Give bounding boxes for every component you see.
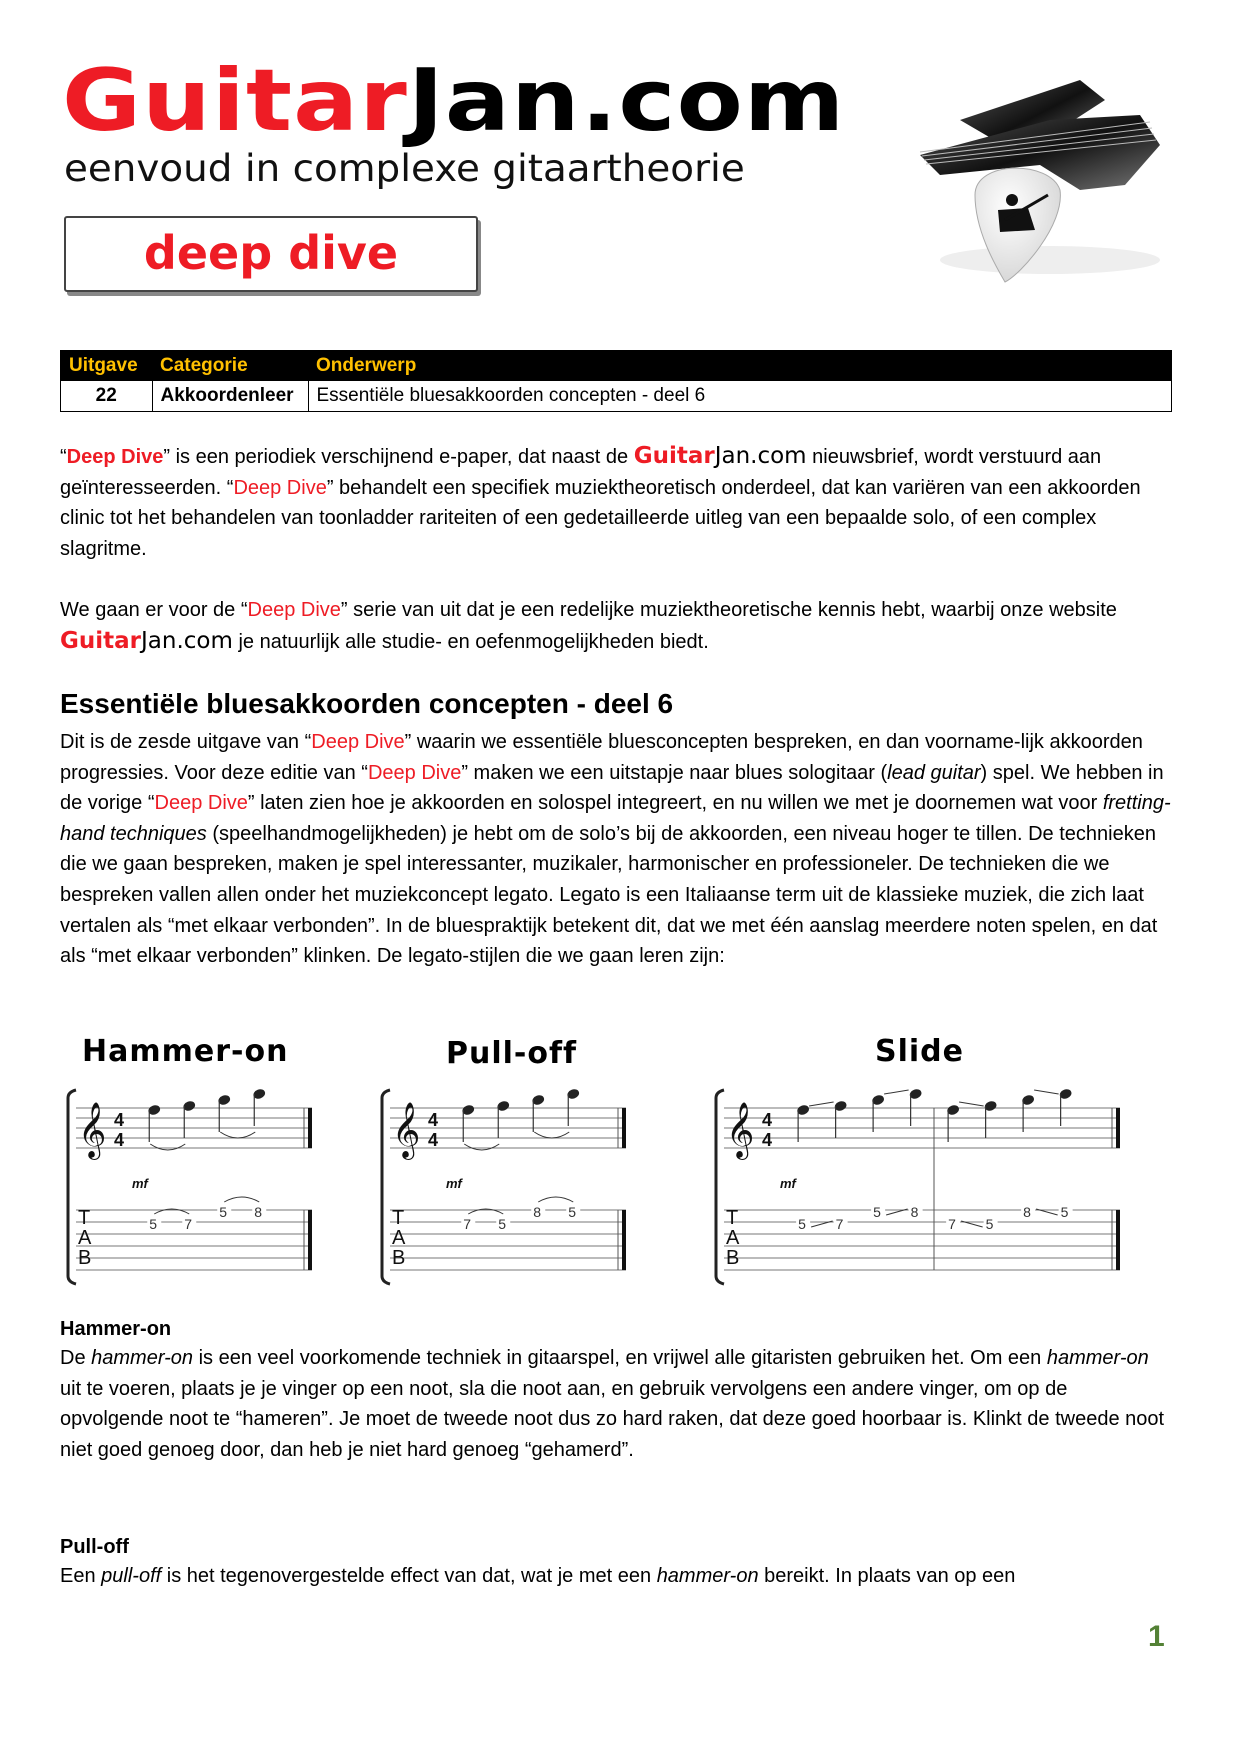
tab-fret-number: 8	[254, 1204, 263, 1220]
tab-fret-number: 7	[835, 1216, 844, 1232]
slide-line	[809, 1102, 834, 1106]
tab-fret-number: 5	[149, 1216, 158, 1232]
intro-paragraph-2: We gaan er voor de “Deep Dive” serie van uit dat je een redelijke muziektheoretische kennis hebt, waarbij onze website GuitarJan.com je natuurlijk alle studie- en oefenmogelijkheden biedt.	[60, 599, 1117, 654]
hammer-on-heading: Hammer-on	[60, 1318, 172, 1340]
tab-fret-number: 8	[910, 1204, 919, 1220]
final-barline	[1116, 1108, 1120, 1148]
site-tagline: eenvoud in complexe gitaartheorie	[64, 147, 745, 190]
notation-hammer-on	[62, 1078, 332, 1348]
cell-categorie: Akkoordenleer	[152, 381, 308, 412]
system-bracket	[382, 1090, 390, 1284]
tie-arc	[224, 1197, 259, 1202]
deep-dive-term: Deep Dive	[66, 446, 164, 468]
final-barline	[308, 1108, 312, 1148]
tab-letter: B	[392, 1247, 406, 1269]
tie-arc	[538, 1197, 573, 1202]
pull-off-paragraph: Een pull-off is het tegenovergestelde effect van dat, wat je met een hammer-on bereikt. In plaats van op een	[60, 1565, 1016, 1587]
tab-fret-number: 5	[798, 1216, 806, 1232]
tab-letter: T	[78, 1207, 91, 1229]
time-signature-top: 4	[428, 1110, 439, 1130]
header-onderwerp: Onderwerp	[308, 351, 1172, 381]
header-uitgave: Uitgave	[61, 351, 153, 381]
cell-onderwerp: Essentiële bluesakkoorden concepten - deel 6	[308, 381, 1172, 412]
dynamic-marking: mf	[446, 1176, 462, 1191]
tab-fret-number: 5	[1060, 1204, 1069, 1220]
tab-fret-number: 5	[498, 1216, 507, 1232]
tab-letter: B	[78, 1247, 92, 1269]
dynamic-marking: mf	[132, 1176, 148, 1191]
deep-dive-badge: deep dive	[64, 216, 478, 292]
tab-fret-number: 7	[184, 1216, 193, 1232]
treble-clef-icon: 𝄞	[392, 1104, 421, 1157]
tab-fret-number: 7	[463, 1216, 472, 1232]
pull-off-heading: Pull-off	[60, 1536, 129, 1558]
time-signature-bottom: 4	[762, 1130, 773, 1150]
guitar-pick-illustration	[900, 60, 1170, 300]
figure-title: Slide	[875, 1034, 964, 1069]
tab-fret-number: 7	[948, 1216, 956, 1232]
slur-arc	[534, 1132, 569, 1138]
slide-line	[959, 1102, 984, 1106]
notation-pull-off	[376, 1078, 646, 1348]
table-row	[61, 381, 1172, 412]
system-bracket	[716, 1090, 724, 1284]
time-signature-top: 4	[114, 1110, 125, 1130]
time-signature-top: 4	[762, 1110, 773, 1130]
final-barline	[622, 1210, 626, 1270]
cell-uitgave: 22	[61, 381, 153, 412]
tab-letter: T	[392, 1207, 405, 1229]
tab-fret-number: 8	[1023, 1204, 1031, 1220]
intro-paragraph-1: “Deep Dive” is een periodiek verschijnend e-paper, dat naast de GuitarJan.com nieuwsbrief, wordt verstuurd aan geïnteresseerden. “Deep Dive” behandelt een specifiek muziektheoretisch onderdeel, dat kan variëren van een akkoorden clinic tot het behandelen van toonladder rariteiten of een gedetailleerde uitleg van een bepaalde solo, of een complex slagritme.	[60, 443, 1141, 560]
tab-letter: A	[726, 1227, 740, 1249]
figure-title: Pull-off	[446, 1036, 578, 1071]
tab-letter: A	[392, 1227, 406, 1249]
hammer-on-paragraph: De hammer-on is een veel voorkomende techniek in gitaarspel, en vrijwel alle gitaristen gebruiken het. Om een hammer-on uit te voeren, plaats je je vinger op een noot, sla die noot aan, en gebruik vervolgens een andere vinger, om op de opvolgende noot te “hameren”. Je moet de tweede noot dus zo hard raken, dat deze goed hoorbaar is. Klinkt de tweede noot niet goed genoeg door, dan heb je niet hard genoeg “gehamerd”.	[60, 1347, 1165, 1461]
figure-title: Hammer-on	[82, 1034, 289, 1069]
table-header-row	[61, 351, 1172, 381]
brand-inline: GuitarJan.com	[633, 443, 807, 469]
tab-fret-number: 5	[985, 1216, 994, 1232]
slur-arc	[464, 1144, 499, 1150]
final-barline	[1116, 1210, 1120, 1270]
final-barline	[308, 1210, 312, 1270]
tab-letter: T	[726, 1207, 739, 1229]
brand-inline: GuitarJan.com	[60, 627, 233, 654]
tab-fret-number: 8	[533, 1204, 542, 1220]
system-bracket	[68, 1090, 76, 1284]
tab-fret-number: 5	[873, 1204, 881, 1220]
slur-arc	[220, 1132, 255, 1138]
final-barline	[622, 1108, 626, 1148]
issue-info-table	[60, 350, 1172, 412]
treble-clef-icon: 𝄞	[726, 1104, 755, 1157]
tab-letter: B	[726, 1247, 740, 1269]
time-signature-bottom: 4	[114, 1130, 125, 1150]
slide-line	[1034, 1090, 1059, 1094]
tab-fret-number: 5	[568, 1204, 577, 1220]
tab-letter: A	[78, 1227, 92, 1249]
slur-arc	[150, 1144, 185, 1150]
time-signature-bottom: 4	[428, 1130, 439, 1150]
notation-slide	[710, 1078, 1140, 1348]
site-logo: GuitarJan.com	[62, 51, 846, 151]
treble-clef-icon: 𝄞	[78, 1104, 107, 1157]
section-paragraph: Dit is de zesde uitgave van “Deep Dive” waarin we essentiële bluesconcepten bespreken, en dan voorname-lijk akkoorden progressies. Voor deze editie van “Deep Dive” maken we een uitstapje naar blues sologitaar (lead guitar) spel. We hebben in de vorige “Deep Dive” laten zien hoe je akkoorden en solospel integreert, en nu willen we met je doornemen wat voor fretting-hand techniques (speelhandmogelijkheden) je hebt om de solo’s bij de akkoorden, een niveau hoger te tillen. De technieken die we gaan bespreken, maken je spel interessanter, muzikaler, harmonischer en professioneler. De technieken die we bespreken vallen allen onder het muziekconcept legato. Legato is een Italiaanse term uit de klassieke muziek, die zich laat vertalen als “met elkaar verbonden”. In de bluespraktijk betekent dit, dat we met één aanslag meerdere noten spelen, en dat als “met elkaar verbonden” klinken. De legato-stijlen die we gaan leren zijn:	[60, 731, 1171, 968]
header-categorie: Categorie	[152, 351, 308, 381]
tab-fret-number: 5	[219, 1204, 228, 1220]
dynamic-marking: mf	[780, 1176, 796, 1191]
page-number: 1	[1148, 1620, 1165, 1653]
slide-line	[884, 1090, 909, 1094]
section-title: Essentiële bluesakkoorden concepten - deel 6	[60, 688, 674, 719]
